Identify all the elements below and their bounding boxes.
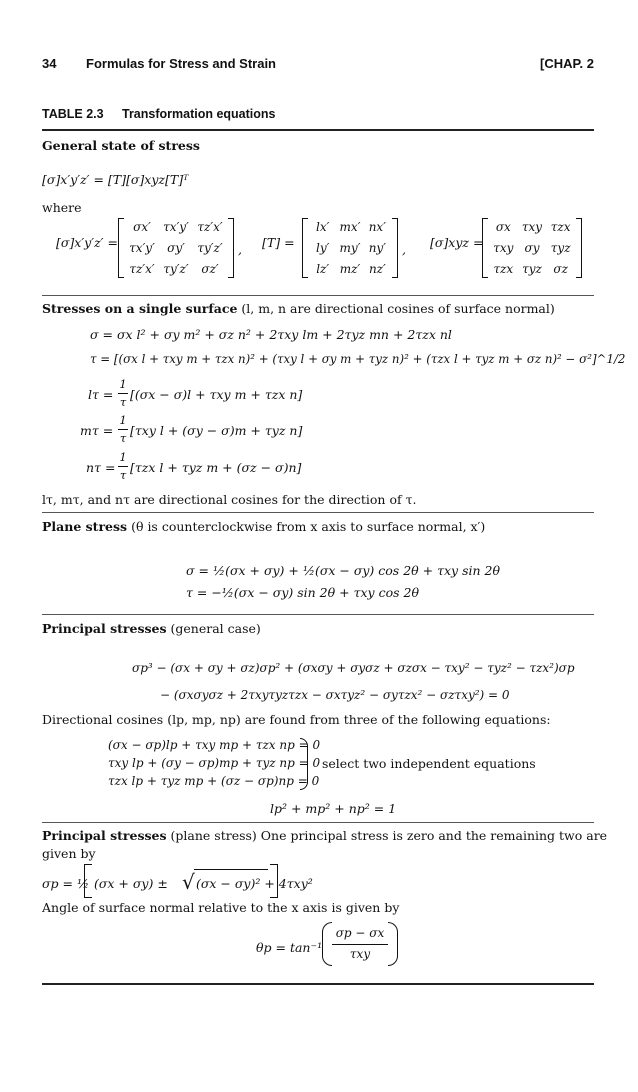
principal-plane-lhs: σp = ½ [42, 876, 90, 891]
principal-plane-heading: Principal stresses [42, 828, 167, 843]
fraction-bar [118, 429, 128, 430]
l-tau-equation: [(σx − σ)l + τxy m + τzx n] [130, 387, 303, 402]
table-caption-title: Transformation equations [122, 107, 276, 121]
theta-lhs: θp = tan⁻¹ [256, 940, 323, 955]
right-paren [388, 922, 398, 966]
angle-text: Angle of surface normal relative to the x axis is given by [42, 900, 400, 915]
matrix-cell: τx′y′ [129, 240, 155, 255]
matrix-cell: σx′ [133, 220, 151, 235]
fraction-bar [118, 393, 128, 394]
system-equation-2: τxy lp + (σy − σp)mp + τyz np = 0 [108, 756, 321, 770]
matrix-cell: τy′z′ [197, 240, 223, 255]
n-tau-equation: [τzx l + τyz m + (σz − σ)n] [130, 460, 302, 475]
matrix-cell: τy′z′ [163, 261, 189, 276]
chapter-ref: [CHAP. 2 [540, 56, 594, 71]
matrix-sigma-prime [118, 218, 234, 278]
matrix-cell: τzx [550, 220, 571, 235]
normal-stress-equation: σ = σx l² + σy m² + σz n² + 2τxy lm + 2τyz mn + 2τzx nl [90, 327, 452, 342]
matrix-cell: σx [495, 220, 511, 235]
matrix-cell: σy [524, 240, 540, 255]
theta-numerator: σp − σx [335, 926, 385, 940]
fraction-denominator: τ [119, 468, 127, 482]
matrix-cell: mx′ [339, 220, 361, 235]
l-tau-label: lτ = [88, 387, 114, 402]
running-title: Formulas for Stress and Strain [86, 56, 276, 71]
matrix-cell: τz′x′ [129, 261, 155, 276]
matrix-t-label: [T] = [262, 235, 295, 250]
principal-plane-heading-row [42, 828, 607, 843]
matrix-cell: τyz [550, 240, 571, 255]
matrix-cell: σz′ [201, 261, 219, 276]
right-bracket [270, 864, 278, 898]
directional-cosines-note: lτ, mτ, and nτ are directional cosines for the direction of τ. [42, 492, 417, 507]
cubic-equation-line-1: σp³ − (σx + σy + σz)σp² + (σxσy + σyσz + σzσx − τxy² − τyz² − τzx²)σp [132, 661, 575, 675]
fraction-numerator: 1 [119, 413, 127, 427]
matrix-cell: τz′x′ [197, 220, 223, 235]
shear-stress-equation: τ = [(σx l + τxy m + τzx n)² + (τxy l + σy m + τyz n)² + (τzx l + τyz m + σz n)² − σ²]^1/2 [90, 352, 626, 366]
matrix-cell: nx′ [368, 220, 386, 235]
general-heading: General state of stress [42, 138, 200, 153]
table-top-rule [42, 129, 594, 131]
m-tau-equation: [τxy l + (σy − σ)m + τyz n] [130, 423, 303, 438]
system-equation-1: (σx − σp)lp + τxy mp + τzx np = 0 [108, 738, 321, 752]
matrix-cell: σz [553, 261, 568, 276]
table-bottom-rule [42, 983, 594, 985]
sqrt-sign: √ [182, 870, 195, 894]
principal-plane-text-line-2: given by [42, 846, 96, 861]
fraction-denominator: τ [119, 431, 127, 445]
sqrt-bar [194, 869, 268, 870]
matrix-cell: τzx [493, 261, 514, 276]
principal-plane-root: (σx − σy)² + 4τxy² [196, 876, 313, 891]
fraction-bar [118, 466, 128, 467]
plane-normal-stress-equation: σ = ½(σx + σy) + ½(σx − σy) cos 2θ + τxy sin 2θ [186, 563, 501, 578]
fraction-denominator: τ [119, 395, 127, 409]
single-surface-heading: Stresses on a single surface [42, 301, 238, 316]
matrix-t [302, 218, 398, 278]
right-brace [300, 738, 308, 790]
principal-general-note: (general case) [170, 621, 261, 636]
matrix-cell: τxy [521, 220, 543, 235]
principal-plane-note: (plane stress) One principal stress is zero and the remaining two are [170, 828, 608, 843]
matrix-cell: σy′ [167, 240, 185, 255]
plane-stress-heading-row [42, 519, 485, 534]
principal-general-heading: Principal stresses [42, 621, 167, 636]
matrix-cell: τxy [493, 240, 514, 255]
comma: , [402, 242, 406, 257]
plane-stress-note: (θ is counterclockwise from x axis to surface normal, x′) [131, 519, 486, 534]
section-rule [42, 822, 594, 823]
fraction-bar [332, 944, 388, 945]
matrix-cell: τx′y′ [163, 220, 189, 235]
plane-shear-stress-equation: τ = −½(σx − σy) sin 2θ + τxy cos 2θ [186, 585, 419, 600]
theta-denominator: τxy [349, 947, 371, 961]
matrix-cell: lz′ [316, 261, 330, 276]
m-tau-label: mτ = [80, 423, 114, 438]
single-surface-heading-row [42, 301, 555, 316]
section-rule [42, 512, 594, 513]
section-rule [42, 614, 594, 615]
select-equations-note: select two independent equations [322, 756, 536, 771]
table-caption-label: TABLE 2.3 [42, 107, 104, 121]
matrix-cell: τyz [522, 261, 542, 276]
matrix-cell: ly′ [315, 240, 330, 255]
matrix-cell: lx′ [315, 220, 330, 235]
directional-cosines-text: Directional cosines (lp, mp, np) are found from three of the following equations: [42, 712, 551, 727]
principal-plane-inner: (σx + σy) ± [94, 876, 168, 891]
system-equation-3: τzx lp + τyz mp + (σz − σp)np = 0 [108, 774, 320, 788]
fraction-numerator: 1 [119, 450, 127, 464]
normalization-equation: lp² + mp² + np² = 1 [270, 801, 397, 816]
matrix-cell: mz′ [339, 261, 361, 276]
n-tau-label: nτ = [86, 460, 116, 475]
left-bracket [84, 864, 92, 898]
matrix-sigma [482, 218, 582, 278]
matrix-cell: nz′ [368, 261, 386, 276]
matrix-sigma-prime-label: [σ]x′y′z′ = [56, 235, 118, 250]
cubic-equation-line-2: − (σxσyσz + 2τxyτyzτzx − σxτyz² − σyτzx² − σzτxy²) = 0 [160, 688, 510, 702]
where-label: where [42, 200, 82, 215]
plane-stress-heading: Plane stress [42, 519, 128, 534]
general-main-equation: [σ]x′y′z′ = [T][σ]xyz[T]ᵀ [42, 172, 189, 187]
fraction-numerator: 1 [119, 377, 127, 391]
matrix-sigma-label: [σ]xyz = [430, 235, 484, 250]
principal-general-heading-row [42, 621, 261, 636]
page-number: 34 [42, 56, 57, 71]
comma: , [238, 242, 242, 257]
single-surface-note: (l, m, n are directional cosines of surface normal) [241, 301, 555, 316]
matrix-cell: ny′ [368, 240, 386, 255]
matrix-cell: my′ [339, 240, 361, 255]
left-paren [322, 922, 332, 966]
section-rule [42, 295, 594, 296]
